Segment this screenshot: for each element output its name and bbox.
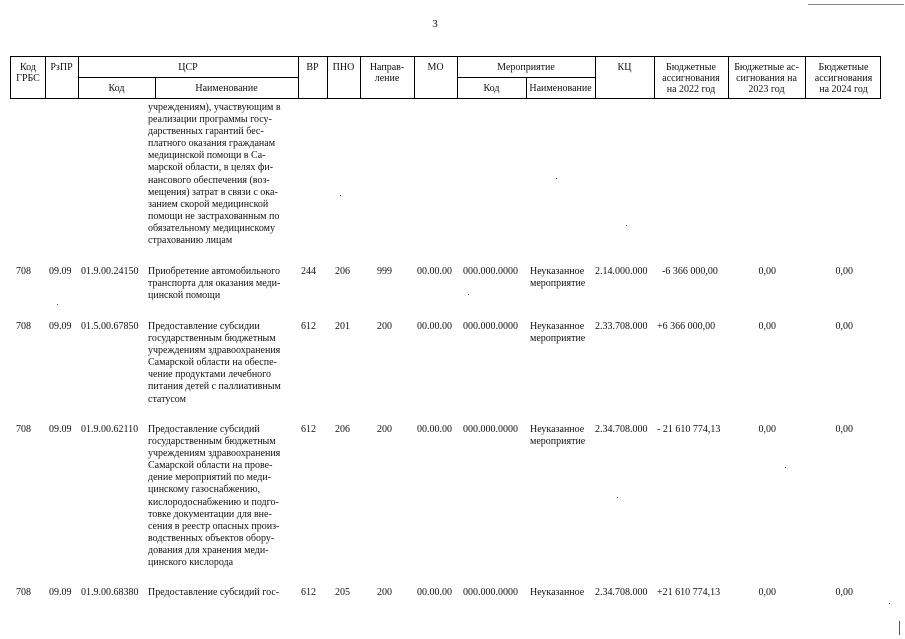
row-napr: 200 <box>377 424 392 435</box>
row-name <box>148 424 293 569</box>
cont-line: платного оказания гражданам <box>148 138 276 150</box>
header-napravlenie <box>360 62 414 84</box>
row-budget-2022: +21 610 774,13 <box>657 587 721 598</box>
row-rzpr: 09.09 <box>49 266 72 277</box>
header-budget-2023-line2: сигнования на <box>736 73 797 84</box>
row-csr: 01.9.00.24150 <box>81 266 139 277</box>
row-mo: 00.00.00 <box>417 424 452 435</box>
row-name-line: дение мероприятий по меди- <box>148 472 272 484</box>
row-pno: 205 <box>335 587 350 598</box>
header-vr: ВР <box>306 62 319 73</box>
scan-speck <box>889 603 890 604</box>
row-name-line: товке документации для вне- <box>148 508 272 520</box>
scan-edge-line <box>808 4 904 5</box>
header-mo: МО <box>427 62 444 73</box>
row-kc: 2.34.708.000 <box>595 587 648 598</box>
row-name-line: Предоставление субсидий <box>148 424 260 435</box>
row-mer-name-line: мероприятие <box>530 436 586 447</box>
row-budget-2023: 0,00 <box>758 321 776 332</box>
row-name-line: водственных объектов обору- <box>148 532 275 544</box>
cont-line: мещения) затрат в связи с ока- <box>148 186 278 198</box>
row-vr: 612 <box>301 424 316 435</box>
row-rzpr: 09.09 <box>49 587 72 598</box>
row-name-line: дования для хранения меди- <box>148 544 269 556</box>
row-csr: 01.9.00.62110 <box>81 424 139 435</box>
header-rzpr: РзПР <box>50 62 73 73</box>
row-mer-kod: 000.000.0000 <box>463 424 518 435</box>
row-name-line: сения в реестр опасных произ- <box>148 520 280 532</box>
row-name-line: Предоставление субсидий гос- <box>148 587 280 598</box>
header-budget-2023-line1: Бюджетные ас- <box>734 62 799 73</box>
header-kc: КЦ <box>617 62 632 73</box>
cont-line: помощи не застрахованным по <box>148 210 280 222</box>
header-meropriyatie: Мероприятие <box>497 62 555 73</box>
row-name-line: государственным бюджетным <box>148 436 276 448</box>
row-name-line: учреждениям здравоохранения <box>148 448 281 460</box>
header-mer-kod: Код <box>483 83 500 94</box>
row-budget-2023: 0,00 <box>758 424 776 435</box>
cont-line: дарственных гарантий бес- <box>148 126 264 138</box>
row-name-line: Предоставление субсидии <box>148 321 260 332</box>
row-mer-name-line: Неуказанное <box>530 321 585 332</box>
row-pno: 206 <box>335 266 350 277</box>
scan-speck <box>626 225 627 226</box>
cont-line: учреждениям), участвующим в <box>148 102 281 113</box>
cont-line: медицинской помощи в Са- <box>148 150 266 162</box>
cont-line: страхованию лицам <box>148 235 233 247</box>
row-mer-name-line: Неуказанное <box>530 424 585 435</box>
row-kc: 2.33.708.000 <box>595 321 648 332</box>
row-budget-2022: - 21 610 774,13 <box>657 424 721 435</box>
row-mo: 00.00.00 <box>417 321 452 332</box>
row-mo: 00.00.00 <box>417 266 452 277</box>
header-budget-2023-line3: 2023 год <box>748 84 785 95</box>
row-name-line: цинскому газоснабжению, <box>148 484 261 496</box>
row-mer-name <box>530 321 585 345</box>
row-mo: 00.00.00 <box>417 587 452 598</box>
header-mer-name: Наименование <box>529 83 592 94</box>
row-name-line: питания детей с паллиативным <box>148 381 281 393</box>
row-mer-name-line: Неуказанное <box>530 587 585 598</box>
row-grbs: 708 <box>16 587 31 598</box>
row-name <box>148 266 293 302</box>
scan-speck <box>617 497 618 498</box>
row-mer-name <box>530 587 584 599</box>
scan-edge-mark <box>899 621 900 635</box>
row-budget-2024: 0,00 <box>835 266 853 277</box>
row-vr: 244 <box>301 266 316 277</box>
continuation-name-text <box>148 102 293 247</box>
row-name <box>148 587 293 599</box>
row-mer-name-line: Неуказанное <box>530 266 585 277</box>
cont-line: обязательному медицинскому <box>148 222 275 234</box>
page-number: 3 <box>432 18 438 30</box>
row-napr: 999 <box>377 266 392 277</box>
row-csr: 01.5.00.67850 <box>81 321 139 332</box>
header-budget-2022 <box>654 62 728 95</box>
row-budget-2023: 0,00 <box>758 587 776 598</box>
header-budget-2022-line2: ассигнования <box>662 73 720 84</box>
row-name <box>148 321 293 406</box>
row-napr: 200 <box>377 321 392 332</box>
header-pno: ПНО <box>332 62 355 73</box>
row-name-line: статусом <box>148 393 186 405</box>
cont-line: занием скорой медицинской <box>148 198 269 210</box>
scan-speck <box>785 467 786 468</box>
cont-line: реализации программы госу- <box>148 114 272 126</box>
row-name-line: транспорта для оказания меди- <box>148 278 281 290</box>
row-vr: 612 <box>301 321 316 332</box>
header-kod-grbs-line2: ГРБС <box>16 73 40 84</box>
header-budget-2024-line2: ассигнования <box>814 73 873 84</box>
row-csr: 01.9.00.68380 <box>81 587 139 598</box>
row-budget-2023: 0,00 <box>758 266 776 277</box>
row-name-line: Самарской области на обеспе- <box>148 357 277 369</box>
scan-speck <box>57 304 58 305</box>
row-grbs: 708 <box>16 424 31 435</box>
row-napr: 200 <box>377 587 392 598</box>
header-budget-2023 <box>728 62 805 95</box>
scan-speck <box>556 178 557 179</box>
row-budget-2022: -6 366 000,00 <box>662 266 718 277</box>
row-kc: 2.34.708.000 <box>595 424 648 435</box>
row-name-line: цинского кислорода <box>148 557 234 569</box>
row-name-line: Самарской области на прове- <box>148 460 273 472</box>
header-csr-name: Наименование <box>195 83 258 94</box>
header-napravlenie-line1: Направ- <box>369 62 405 73</box>
header-budget-2024 <box>805 62 882 95</box>
header-kod-grbs-line1: Код <box>20 62 36 73</box>
header-budget-2024-line1: Бюджетные <box>818 62 869 73</box>
header-kod-grbs <box>11 62 45 84</box>
scan-speck <box>468 294 469 295</box>
row-pno: 206 <box>335 424 350 435</box>
row-rzpr: 09.09 <box>49 321 72 332</box>
row-mer-kod: 000.000.0000 <box>463 321 518 332</box>
table-header <box>10 56 881 99</box>
row-mer-name-line: мероприятие <box>530 333 586 344</box>
row-name-line: цинской помощи <box>148 290 221 302</box>
header-napravlenie-line2: ление <box>374 73 400 84</box>
row-budget-2024: 0,00 <box>835 587 853 598</box>
row-vr: 612 <box>301 587 316 598</box>
row-name-line: кислородоснабжению и подго- <box>148 496 279 508</box>
row-mer-name <box>530 424 585 448</box>
row-budget-2024: 0,00 <box>835 424 853 435</box>
row-kc: 2.14.000.000 <box>595 266 648 277</box>
row-grbs: 708 <box>16 321 31 332</box>
row-mer-kod: 000.000.0000 <box>463 266 518 277</box>
row-grbs: 708 <box>16 266 31 277</box>
row-budget-2022: +6 366 000,00 <box>657 321 716 332</box>
row-name-line: чение продуктами лечебного <box>148 369 272 381</box>
row-name-line: государственным бюджетным <box>148 333 276 345</box>
row-mer-kod: 000.000.0000 <box>463 587 518 598</box>
row-name-line: Приобретение автомобильного <box>148 266 281 277</box>
cont-line: марской области, в целях фи- <box>148 162 274 174</box>
header-budget-2022-line1: Бюджетные <box>666 62 716 73</box>
header-csr: ЦСР <box>178 62 198 73</box>
cont-line: нансового обеспечения (воз- <box>148 174 270 186</box>
row-name-line: учреждениям здравоохранения <box>148 345 281 357</box>
row-rzpr: 09.09 <box>49 424 72 435</box>
row-pno: 201 <box>335 321 350 332</box>
row-budget-2024: 0,00 <box>835 321 853 332</box>
header-budget-2022-line3: на 2022 год <box>666 84 716 95</box>
row-mer-name-line: мероприятие <box>530 278 586 289</box>
row-mer-name <box>530 266 585 290</box>
header-budget-2024-line3: на 2024 год <box>819 84 868 95</box>
header-csr-kod: Код <box>108 83 125 94</box>
scan-speck <box>340 195 341 196</box>
